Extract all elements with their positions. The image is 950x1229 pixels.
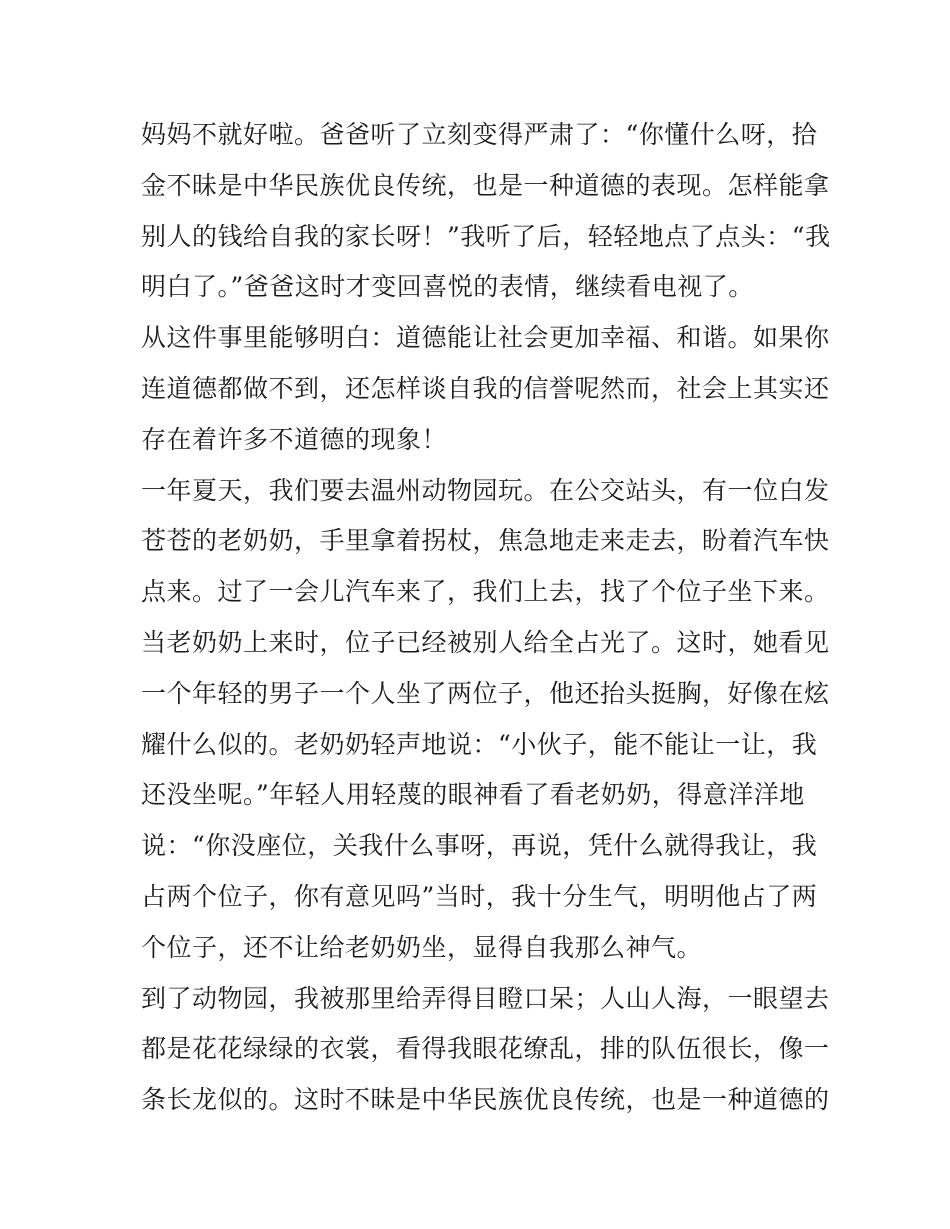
- text-line: 苍苍的老奶奶，手里拿着拐杖，焦急地走来走去，盼着汽车快: [141, 526, 830, 556]
- text-line: 一个年轻的男子一个人坐了两位子，他还抬头挺胸，好像在炫: [141, 678, 830, 708]
- text-line: 明白了。”爸爸这时才变回喜悦的表情，继续看电视了。: [141, 272, 754, 302]
- text-line: 点来。过了一会儿汽车来了，我们上去，找了个位子坐下来。: [141, 577, 830, 607]
- text-line: 还没坐呢。”年轻人用轻蔑的眼神看了看老奶奶，得意洋洋地: [141, 780, 805, 810]
- text-line: 一年夏天，我们要去温州动物园玩。在公交站头，有一位白发: [141, 475, 830, 505]
- text-line: 当老奶奶上来时，位子已经被别人给全占光了。这时，她看见: [141, 627, 830, 657]
- text-line: 金不昧是中华民族优良传统，也是一种道德的表现。怎样能拿: [141, 170, 830, 200]
- text-line: 别人的钱给自我的家长呀！”我听了后，轻轻地点了点头：“我: [141, 221, 831, 251]
- text-line: 说：“你没座位，关我什么事呀，再说，凭什么就得我让，我: [141, 831, 818, 861]
- text-line: 妈妈不就好啦。爸爸听了立刻变得严肃了：“你懂什么呀，拾: [141, 120, 818, 149]
- text-line: 个位子，还不让给老奶奶坐，显得自我那么神气。: [141, 932, 703, 962]
- text-line: 条长龙似的。这时不昧是中华民族优良传统，也是一种道德的: [141, 1085, 830, 1115]
- essay-text: [141, 110, 831, 1126]
- text-line: 连道德都做不到，还怎样谈自我的信誉呢然而，社会上其实还: [141, 373, 830, 403]
- text-line: 占两个位子，你有意见吗”当时，我十分生气，明明他占了两: [141, 881, 818, 911]
- text-line: 从这件事里能够明白：道德能让社会更加幸福、和谐。如果你: [141, 323, 830, 353]
- text-line: 耀什么似的。老奶奶轻声地说：“小伙子，能不能让一让，我: [141, 729, 818, 759]
- text-line: 存在着许多不道德的现象！: [141, 424, 448, 454]
- text-line: 都是花花绿绿的衣裳，看得我眼花缭乱，排的队伍很长，像一: [141, 1034, 830, 1064]
- text-line: 到了动物园，我被那里给弄得目瞪口呆；人山人海，一眼望去: [141, 983, 830, 1013]
